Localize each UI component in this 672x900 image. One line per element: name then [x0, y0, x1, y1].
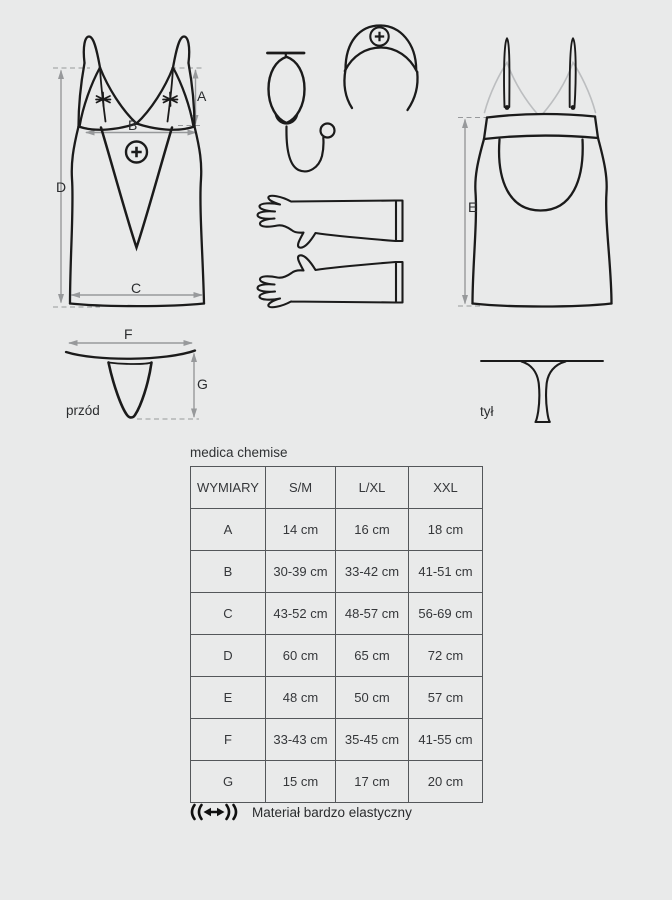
size-table-row — [191, 635, 483, 677]
value-cell: 57 cm — [409, 677, 483, 719]
size-table-row — [191, 551, 483, 593]
size-table-row — [191, 593, 483, 635]
value-cell: 14 cm — [266, 509, 336, 551]
back-chemise-drawing — [452, 15, 620, 310]
dimension-label-f: F — [124, 326, 133, 342]
value-cell: 33-42 cm — [336, 551, 409, 593]
size-table-row — [191, 719, 483, 761]
size-table-row — [191, 761, 483, 803]
size-table-header-cell: WYMIARY — [191, 467, 266, 509]
dimension-cell: E — [191, 677, 266, 719]
size-table-row — [191, 677, 483, 719]
value-cell: 41-51 cm — [409, 551, 483, 593]
value-cell: 30-39 cm — [266, 551, 336, 593]
dimension-label-e: E — [468, 199, 478, 215]
dimension-label-g: G — [197, 376, 208, 392]
value-cell: 15 cm — [266, 761, 336, 803]
value-cell: 48-57 cm — [336, 593, 409, 635]
value-cell: 65 cm — [336, 635, 409, 677]
dimension-cell: A — [191, 509, 266, 551]
value-cell: 35-45 cm — [336, 719, 409, 761]
value-cell: 20 cm — [409, 761, 483, 803]
value-cell: 17 cm — [336, 761, 409, 803]
back-view-label: tył — [480, 404, 494, 419]
size-table-header-cell: S/M — [266, 467, 336, 509]
bow-icon — [96, 93, 111, 107]
value-cell: 16 cm — [336, 509, 409, 551]
dimension-cell: G — [191, 761, 266, 803]
medical-cross-icon — [370, 27, 388, 45]
thong-back-drawing — [478, 350, 608, 428]
size-table-row — [191, 509, 483, 551]
bow-icon — [163, 93, 178, 107]
value-cell: 43-52 cm — [266, 593, 336, 635]
dimension-label-c: C — [131, 280, 142, 296]
material-note: Materiał bardzo elastyczny — [252, 805, 412, 820]
front-view-label: przód — [66, 403, 100, 418]
dimension-cell: F — [191, 719, 266, 761]
dimension-cell: B — [191, 551, 266, 593]
value-cell: 72 cm — [409, 635, 483, 677]
dimension-label-d: D — [56, 179, 67, 195]
dimension-cell: D — [191, 635, 266, 677]
size-table-header-cell: XXL — [409, 467, 483, 509]
value-cell: 48 cm — [266, 677, 336, 719]
size-table-header-cell: L/XL — [336, 467, 409, 509]
value-cell: 41-55 cm — [409, 719, 483, 761]
value-cell: 33-43 cm — [266, 719, 336, 761]
value-cell: 18 cm — [409, 509, 483, 551]
stethoscope-drawing — [255, 40, 340, 180]
medical-cross-icon — [126, 142, 147, 163]
dimension-label-b: B — [128, 117, 138, 133]
size-table-header-row — [191, 467, 483, 509]
front-chemise-drawing — [40, 15, 210, 315]
dimension-cell: C — [191, 593, 266, 635]
product-name: medica chemise — [190, 445, 288, 460]
dimension-label-a: A — [197, 88, 207, 104]
gloves-drawing — [250, 193, 410, 311]
nurse-headband-drawing — [340, 20, 425, 115]
stretch-arrows-icon — [187, 803, 241, 821]
size-table — [190, 466, 483, 803]
value-cell: 56-69 cm — [409, 593, 483, 635]
value-cell: 50 cm — [336, 677, 409, 719]
value-cell: 60 cm — [266, 635, 336, 677]
